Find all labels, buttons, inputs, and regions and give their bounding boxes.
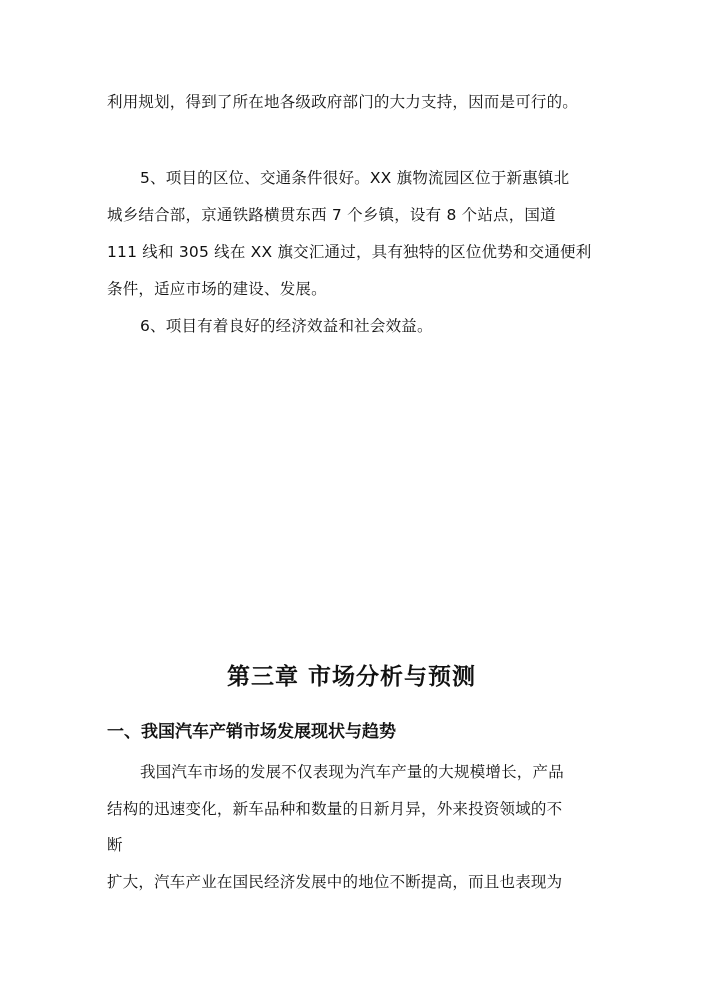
chapter-title: 第三章 市场分析与预测	[226, 664, 476, 690]
paragraph-line: 结构的迅速变化，新车品种和数量的日新月异，外来投资领域的不	[107, 800, 563, 818]
paragraph-line: 扩大，汽车产业在国民经济发展中的地位不断提高，而且也表现为	[107, 873, 563, 891]
paragraph-line: 6、项目有着良好的经济效益和社会效益。	[140, 317, 433, 335]
paragraph-line: 城乡结合部，京通铁路横贯东西 7 个乡镇，设有 8 个站点，国道	[107, 206, 556, 224]
paragraph-line: 111 线和 305 线在 XX 旗交汇通过，具有独特的区位优势和交通便利	[107, 243, 592, 261]
paragraph-line: 5、项目的区位、交通条件很好。XX 旗物流园区位于新惠镇北	[140, 169, 570, 187]
paragraph-line: 利用规划，得到了所在地各级政府部门的大力支持，因而是可行的。	[107, 93, 579, 111]
section-title: 一、我国汽车产销市场发展现状与趋势	[107, 722, 396, 742]
paragraph-line: 我国汽车市场的发展不仅表现为汽车产量的大规模增长，产品	[140, 763, 564, 781]
paragraph-line: 断	[107, 836, 123, 854]
paragraph-line: 条件，适应市场的建设、发展。	[107, 280, 327, 298]
